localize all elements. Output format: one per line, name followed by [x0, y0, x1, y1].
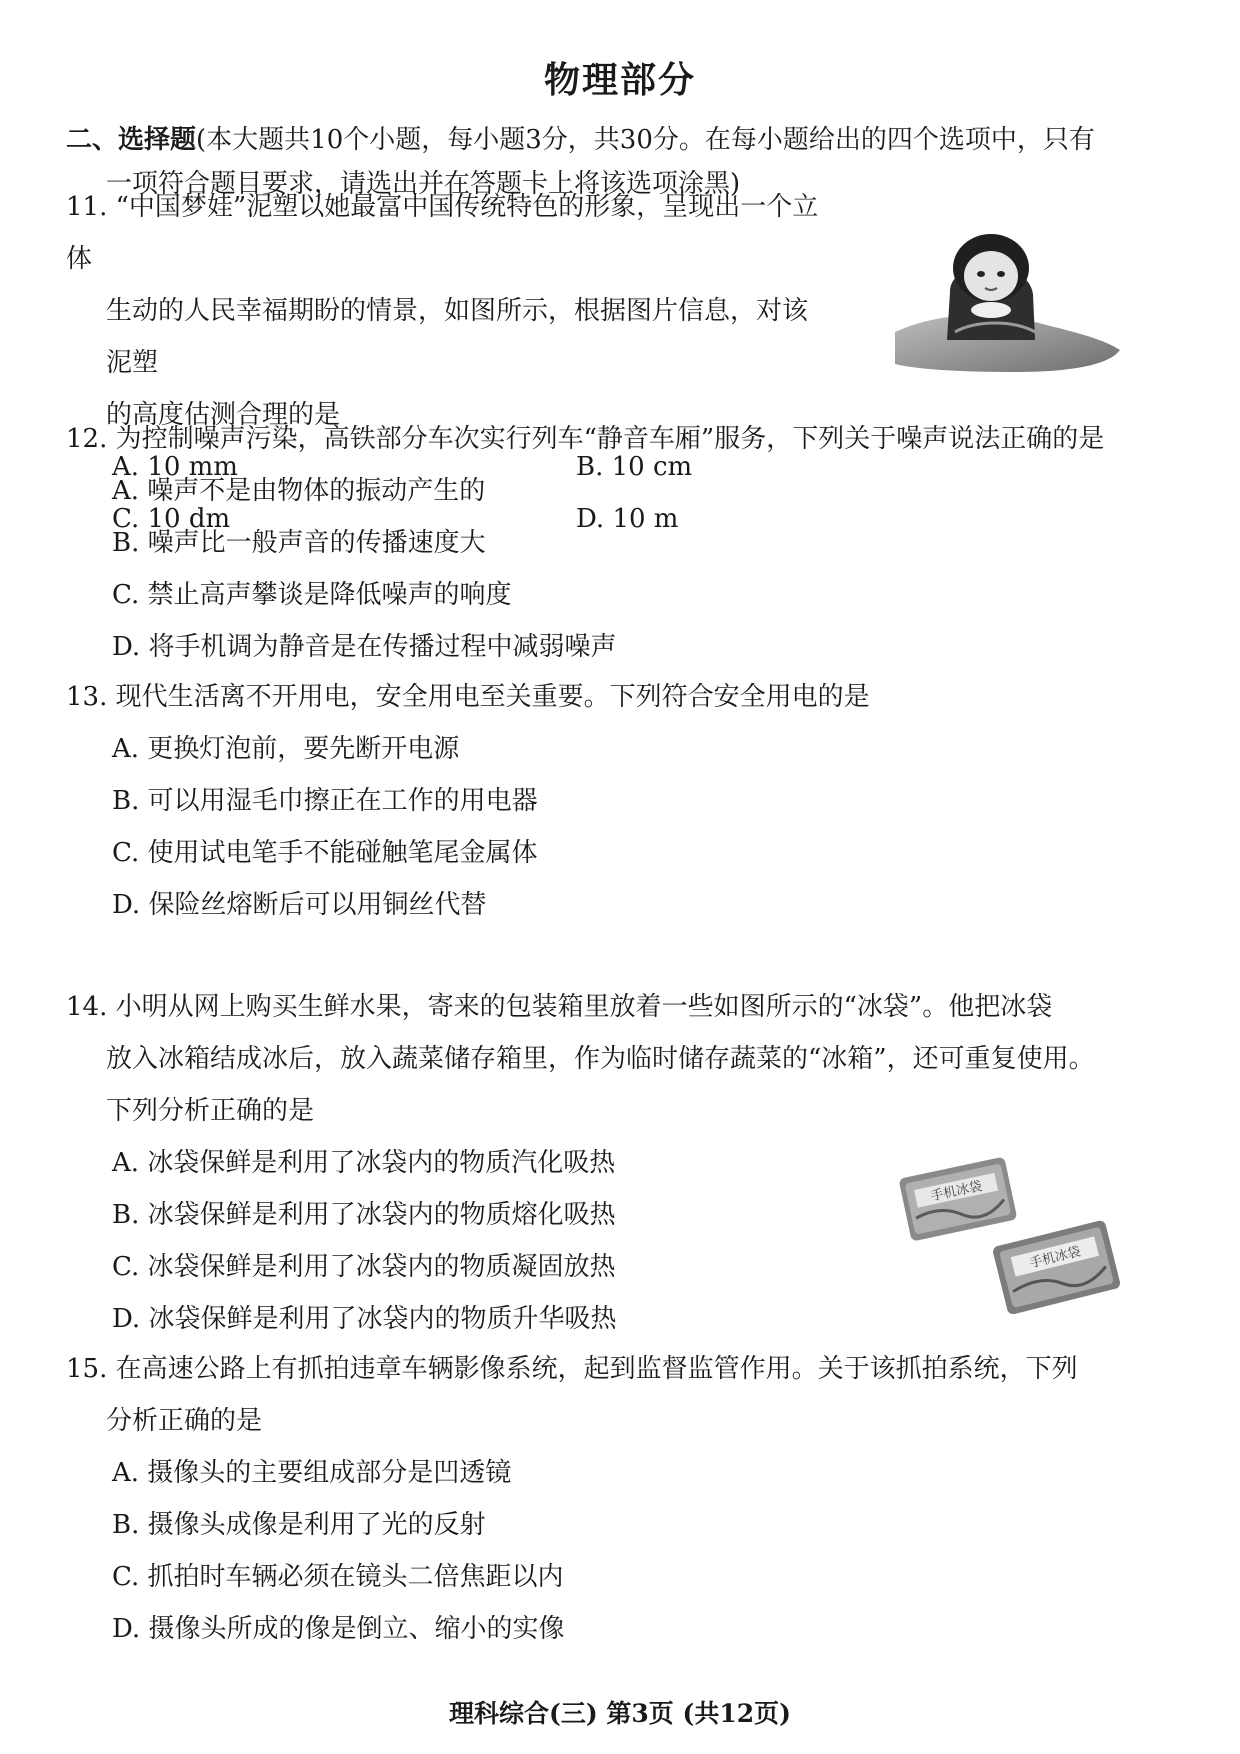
- clay-doll-figure: [895, 222, 1125, 382]
- question-stem-line: 15. 在高速公路上有抓拍违章车辆影像系统，起到监督监管作用。关于该抓拍系统，下列: [66, 1354, 1078, 1384]
- option-b: B. 噪声比一般声音的传播速度大: [112, 528, 486, 558]
- ice-bag-label: 手机冰袋: [1028, 1244, 1083, 1272]
- page-footer: 理科综合(三) 第3页 (共12页): [449, 1699, 791, 1728]
- page-title: 物理部分: [543, 60, 696, 101]
- option-c: C. 禁止高声攀谈是降低噪声的响度: [112, 580, 512, 610]
- question-stem-line: 14. 小明从网上购买生鲜水果，寄来的包装箱里放着一些如图所示的“冰袋”。他把冰袋: [66, 992, 1053, 1022]
- question-stem-line: 13. 现代生活离不开用电，安全用电至关重要。下列符合安全用电的是: [66, 682, 870, 712]
- option-a: A. 噪声不是由物体的振动产生的: [112, 476, 486, 506]
- question-stem-line: 生动的人民幸福期盼的情景，如图所示，根据图片信息，对该泥塑: [106, 296, 809, 378]
- question-stem-line: 12. 为控制噪声污染，高铁部分车次实行列车“静音车厢”服务，下列关于噪声说法正确的是: [66, 424, 1105, 454]
- section-desc-line1: (本大题共10个小题，每小题3分，共30分。在每小题给出的四个选项中，只有: [196, 125, 1095, 155]
- option-c: C. 使用试电笔手不能碰触笔尾金属体: [112, 838, 538, 868]
- option-b: B. 摄像头成像是利用了光的反射: [112, 1510, 486, 1540]
- option-a: A. 冰袋保鲜是利用了冰袋内的物质汽化吸热: [112, 1148, 616, 1178]
- section-desc-line2: 一项符合题目要求，请选出并在答题卡上将该选项涂黑): [106, 169, 741, 199]
- question-12: [66, 413, 1146, 673]
- question-stem-line: 下列分析正确的是: [106, 1096, 315, 1126]
- option-d: D. 保险丝熔断后可以用铜丝代替: [112, 890, 487, 920]
- ice-bag-figure: [898, 1150, 1128, 1320]
- option-a: A. 摄像头的主要组成部分是凹透镜: [112, 1458, 512, 1488]
- option-b: B. 可以用湿毛巾擦正在工作的用电器: [112, 786, 538, 816]
- option-c: C. 10 dm: [112, 504, 231, 534]
- section-head: 二、选择题: [66, 125, 197, 155]
- option-d: D. 10 m: [576, 504, 679, 534]
- options: [66, 1447, 1146, 1655]
- options: [66, 465, 1146, 673]
- question-stem-line: 11. “中国梦娃”泥塑以她最富中国传统特色的形象，呈现出一个立体: [66, 192, 819, 274]
- option-a: A. 10 mm: [112, 452, 238, 482]
- options: [66, 723, 1146, 931]
- question-stem-line: 放入冰箱结成冰后，放入蔬菜储存箱里，作为临时储存蔬菜的“冰箱”，还可重复使用。: [106, 1044, 1095, 1074]
- option-c: C. 冰袋保鲜是利用了冰袋内的物质凝固放热: [112, 1252, 616, 1282]
- option-b: B. 10 cm: [576, 452, 693, 482]
- option-d: D. 冰袋保鲜是利用了冰袋内的物质升华吸热: [112, 1304, 617, 1334]
- ice-bag-label: 手机冰袋: [929, 1178, 984, 1205]
- option-d: D. 摄像头所成的像是倒立、缩小的实像: [112, 1614, 565, 1644]
- question-15: [66, 1343, 1146, 1655]
- option-b: B. 冰袋保鲜是利用了冰袋内的物质熔化吸热: [112, 1200, 616, 1230]
- question-stem-line: 分析正确的是: [106, 1406, 263, 1436]
- option-a: A. 更换灯泡前，要先断开电源: [112, 734, 460, 764]
- question-13: [66, 671, 1146, 931]
- option-c: C. 抓拍时车辆必须在镜头二倍焦距以内: [112, 1562, 564, 1592]
- question-stem-line: 的高度估测合理的是: [106, 400, 341, 430]
- option-d: D. 将手机调为静音是在传播过程中减弱噪声: [112, 632, 617, 662]
